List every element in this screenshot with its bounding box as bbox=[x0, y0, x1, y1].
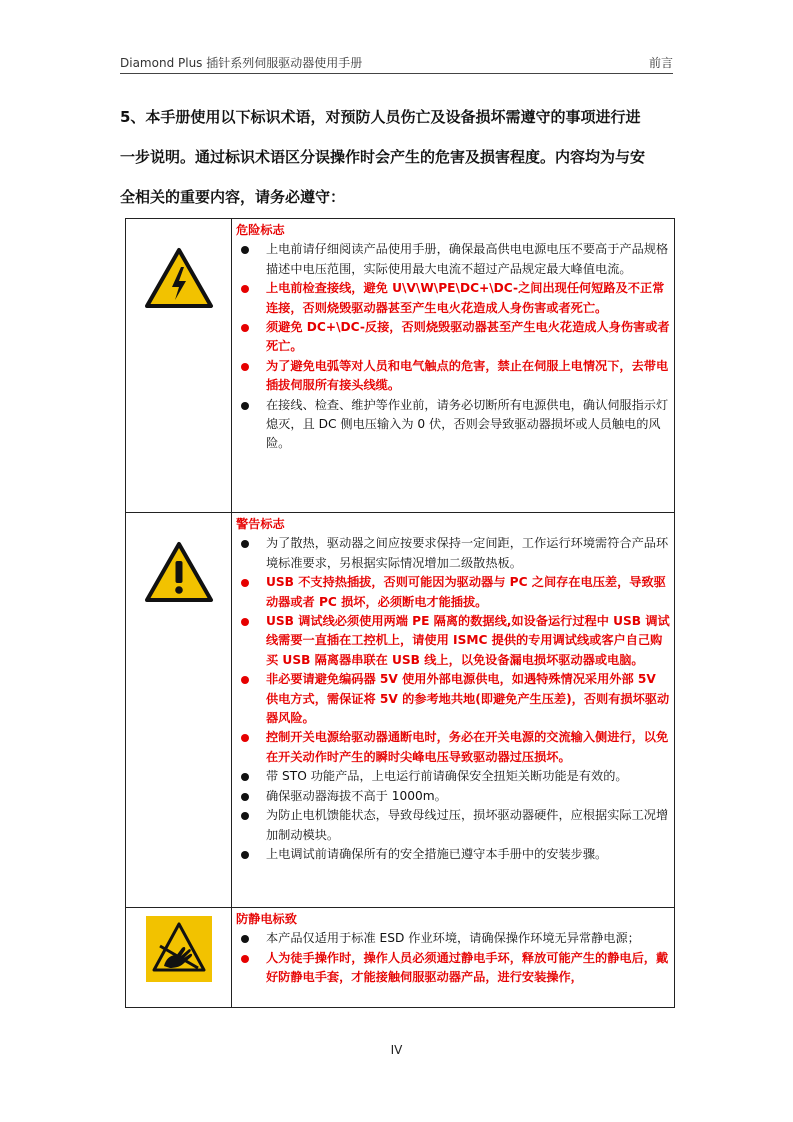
icon-cell bbox=[126, 513, 232, 908]
list-item bbox=[236, 845, 670, 864]
bullet-icon bbox=[241, 285, 249, 293]
item-text: 为防止电机馈能状态，导致母线过压，损坏驱动器硬件，应根据实际工况增加制动模块。 bbox=[266, 808, 669, 842]
list-item bbox=[236, 670, 670, 728]
bullet-icon bbox=[241, 773, 249, 781]
list-item bbox=[236, 240, 670, 279]
item-text: 上电前请仔细阅读产品使用手册，确保最高供电电源电压不要高于产品规格描述中电压范围，实际使用最大电流不超过产品规定最大峰值电流。 bbox=[266, 242, 669, 276]
electrostatic-sensitive-icon bbox=[146, 916, 212, 986]
item-text: 在接线、检查、维护等作业前，请务必切断所有电源供电，确认伺服指示灯熄灭，且 DC 侧电压输入为 0 伏，否则会导致驱动器损坏或人员触电的风险。 bbox=[266, 397, 669, 451]
list-item bbox=[236, 357, 670, 396]
item-text: 上电前检查接线，避免 U\V\W\PE\DC+\DC-之间出现任何短路及不正常连接，否则烧毁驱动器甚至产生电火花造成人身伤害或者死亡。 bbox=[266, 281, 665, 315]
bullet-icon bbox=[241, 324, 249, 332]
item-text: 确保驱动器海拔不高于 1000m。 bbox=[266, 788, 447, 803]
text-cell bbox=[232, 908, 675, 1008]
warning-title: 警告标志 bbox=[236, 517, 285, 531]
list-item bbox=[236, 612, 670, 670]
item-text: 上电调试前请确保所有的安全措施已遵守本手册中的安装步骤。 bbox=[266, 846, 608, 861]
item-text: USB 调试线必须使用两端 PE 隔离的数据线,如设备运行过程中 USB 调试线需要一直插在工控机上，请使用 ISMC 提供的专用调试线或客户自己购买 USB 隔离器串联在 USB 线上，以免设备漏电损坏驱动器或电脑。 bbox=[266, 614, 670, 667]
item-text: 为了散热，驱动器之间应按要求保持一定间距，工作运行环境需符合产品环境标准要求，另根据实际情况增加二级散热板。 bbox=[266, 536, 669, 570]
bullet-icon bbox=[241, 676, 249, 684]
page-number: IV bbox=[390, 1043, 403, 1057]
bullet-icon bbox=[241, 579, 249, 587]
table-row-esd bbox=[126, 908, 675, 1008]
bullet-icon bbox=[241, 246, 249, 254]
header-section: 前言 bbox=[648, 56, 673, 70]
intro-line: 5、本手册使用以下标识术语，对预防人员伤亡及设备损坏需遵守的事项进行进 bbox=[120, 108, 641, 126]
bullet-icon bbox=[241, 851, 249, 859]
header-title: Diamond Plus 插针系列伺服驱动器使用手册 bbox=[120, 56, 363, 70]
list-item bbox=[236, 318, 670, 357]
item-text: 控制开关电源给驱动器通断电时，务必在开关电源的交流输入侧进行，以免在开关动作时产生的瞬时尖峰电压导致驱动器过压损坏。 bbox=[266, 730, 669, 764]
icon-cell bbox=[126, 908, 232, 1008]
list-item bbox=[236, 949, 670, 988]
bullet-icon bbox=[241, 955, 249, 963]
item-text: 带 STO 功能产品，上电运行前请确保安全扭矩关断功能是有效的。 bbox=[266, 769, 628, 784]
danger-title: 危险标志 bbox=[236, 223, 285, 237]
list-item bbox=[236, 573, 670, 612]
table-row-warning bbox=[126, 513, 675, 908]
text-cell bbox=[232, 219, 675, 513]
high-voltage-warning-icon bbox=[144, 247, 214, 313]
bullet-icon bbox=[241, 402, 249, 410]
safety-symbols-table bbox=[125, 218, 675, 1008]
table-row-danger bbox=[126, 219, 675, 513]
bullet-icon bbox=[241, 540, 249, 548]
intro-line: 全相关的重要内容，请务必遵守： bbox=[120, 188, 346, 206]
bullet-icon bbox=[241, 812, 249, 820]
item-text: 非必要请避免编码器 5V 使用外部电源供电，如遇特殊情况采用外部 5V 供电方式，需保证将 5V 的参考地共地(即避免产生压差)，否则有损坏驱动器风险。 bbox=[266, 672, 670, 726]
bullet-icon bbox=[241, 734, 249, 742]
page-header bbox=[120, 54, 673, 74]
list-item bbox=[236, 396, 670, 454]
intro-line: 一步说明。通过标识术语区分误操作时会产生的危害及损害程度。内容均为与安 bbox=[120, 148, 646, 166]
bullet-icon bbox=[241, 793, 249, 801]
list-item bbox=[236, 767, 670, 786]
text-cell bbox=[232, 513, 675, 908]
bullet-icon bbox=[241, 363, 249, 371]
list-item bbox=[236, 534, 670, 573]
icon-cell bbox=[126, 219, 232, 513]
item-text: 本产品仅适用于标准 ESD 作业环境，请确保操作环境无异常静电源； bbox=[266, 931, 640, 946]
bullet-icon bbox=[241, 935, 249, 943]
list-item bbox=[236, 279, 670, 318]
exclamation-warning-icon bbox=[144, 541, 214, 607]
bullet-icon bbox=[241, 618, 249, 626]
list-item bbox=[236, 728, 670, 767]
header-divider bbox=[120, 73, 673, 74]
intro-paragraph bbox=[120, 97, 676, 217]
item-text: 人为徒手操作时，操作人员必须通过静电手环，释放可能产生的静电后，戴好防静电手套，才能接触伺服驱动器产品，进行安装操作， bbox=[266, 950, 669, 985]
item-text: 须避免 DC+\DC-反接，否则烧毁驱动器甚至产生电火花造成人身伤害或者死亡。 bbox=[266, 320, 670, 354]
item-text: USB 不支持热插拔，否则可能因为驱动器与 PC 之间存在电压差，导致驱动器或者 PC 损坏，必须断电才能插拔。 bbox=[266, 575, 666, 609]
list-item bbox=[236, 806, 670, 845]
item-text: 为了避免电弧等对人员和电气触点的危害，禁止在伺服上电情况下，去带电插拔伺服所有接头线缆。 bbox=[266, 358, 669, 393]
esd-title: 防静电标致 bbox=[236, 912, 297, 926]
list-item bbox=[236, 787, 670, 806]
list-item bbox=[236, 929, 670, 948]
